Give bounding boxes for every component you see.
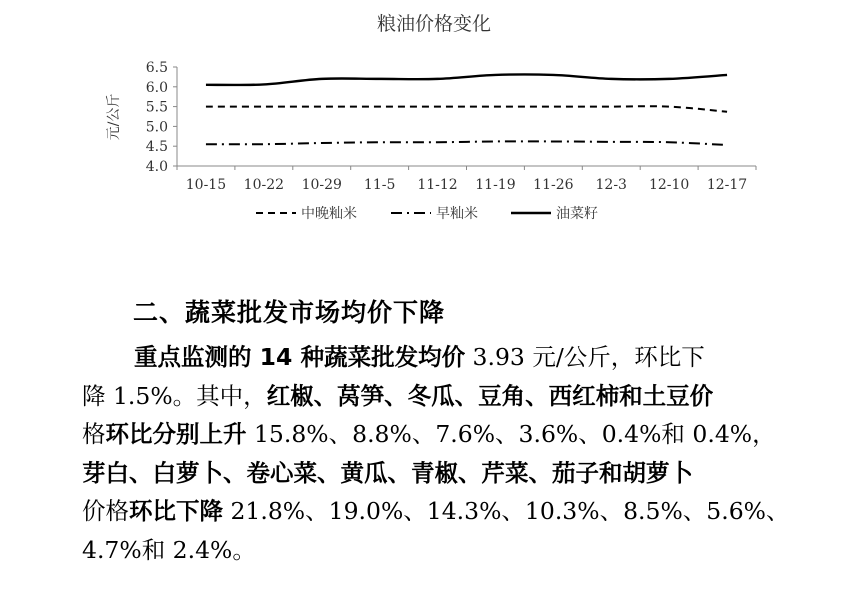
bold-text: 重点监测的 14 种蔬菜批发均价: [134, 343, 466, 371]
x-tick-label: 12-3: [595, 177, 627, 193]
x-tick-label: 10-15: [185, 177, 227, 193]
bold-text: 环比下降: [129, 497, 223, 525]
legend-label-2: 油菜籽: [556, 206, 598, 222]
text-span: 15.8%、8.8%、7.6%、3.6%、0.4%和 0.4%，: [246, 420, 776, 448]
legend: [256, 205, 598, 222]
series-lines: [206, 74, 727, 145]
paragraph-line: [82, 492, 790, 531]
x-tick-label: 10-22: [243, 177, 285, 193]
text-span: 3.93 元/公斤，环比下: [465, 343, 705, 371]
text-span: 21.8%、19.0%、14.3%、10.3%、8.5%、5.6%、: [223, 497, 790, 525]
y-tick-label: 6.5: [145, 60, 168, 76]
text-span: 4.7%和 2.4%。: [82, 535, 256, 564]
section-paragraph: [82, 338, 790, 569]
bold-text: 红椒、莴笋、冬瓜、豆角、西红柿和土豆价: [266, 381, 714, 410]
y-tick-label: 4.0: [145, 159, 168, 175]
x-tick-label: 11-19: [475, 177, 516, 193]
paragraph-line: [82, 454, 782, 493]
text-span: 价格: [82, 497, 129, 525]
text-span: 降 1.5%。其中，: [82, 381, 267, 410]
paragraph-line: [82, 338, 782, 377]
y-tick-label: 6.0: [145, 79, 168, 96]
section-heading: 二、蔬菜批发市场均价下降: [133, 298, 446, 327]
series-line-0: [206, 106, 727, 112]
y-tick-label: 5.0: [145, 119, 168, 136]
grain-oil-price-chart: [0, 0, 863, 240]
x-axis: [177, 166, 756, 193]
x-tick-label: 11-12: [417, 177, 458, 193]
paragraph-line: [82, 531, 782, 570]
series-line-1: [206, 141, 727, 145]
x-tick-label: 11-5: [363, 177, 396, 193]
y-axis: [146, 60, 177, 175]
legend-label-1: 早籼米: [436, 206, 478, 222]
legend-label-0: 中晚籼米: [301, 206, 357, 222]
y-axis-label: 元/公斤: [106, 93, 122, 141]
paragraph-line: [82, 415, 782, 454]
chart-title: 粮油价格变化: [376, 13, 492, 35]
y-tick-label: 4.5: [145, 139, 168, 156]
text-span: 格: [82, 420, 106, 448]
series-line-2: [206, 74, 727, 85]
paragraph-line: [82, 377, 782, 416]
x-tick-label: 12-10: [648, 177, 690, 193]
y-tick-label: 5.5: [145, 99, 168, 116]
x-tick-label: 10-29: [301, 177, 342, 193]
x-tick-label: 11-26: [533, 177, 574, 193]
bold-text: 环比分别上升: [105, 420, 247, 448]
bold-text: 芽白、白萝卜、卷心菜、黄瓜、青椒、芹菜、茄子和胡萝卜: [82, 458, 693, 487]
x-tick-label: 12-17: [706, 177, 748, 193]
